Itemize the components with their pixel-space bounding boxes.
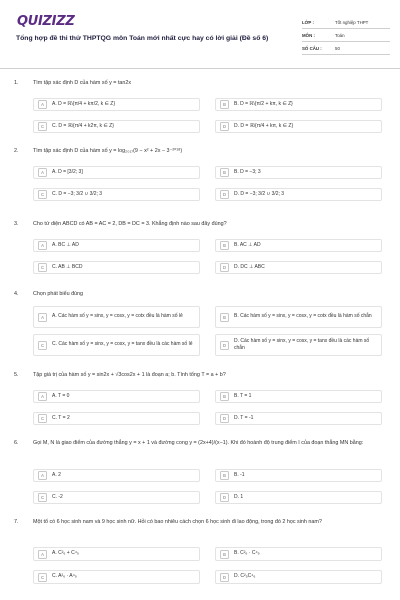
option-text: B. -1 (234, 471, 245, 478)
option-text: D. 1 (234, 493, 244, 500)
option-text: A. D = ℝ\{π/4 + kπ/2, k ∈ Z} (52, 100, 116, 107)
option-d[interactable] (215, 412, 382, 425)
option-c[interactable] (33, 261, 200, 274)
option-d[interactable] (215, 261, 382, 274)
header-divider (0, 68, 400, 69)
option-letter: C (38, 190, 47, 199)
option-a[interactable] (33, 469, 200, 482)
option-letter: D (220, 493, 229, 502)
option-c[interactable] (33, 188, 200, 201)
option-text: B. D = ℝ\{π/2 + kπ, k ∈ Z} (234, 100, 293, 107)
option-text: D. C²₉C⁴₆ (234, 573, 256, 580)
option-c[interactable] (33, 334, 200, 356)
option-a[interactable] (33, 547, 200, 561)
option-letter: D (220, 122, 229, 131)
option-text: D. DC ⊥ ABC (234, 263, 265, 270)
option-b[interactable] (215, 547, 382, 561)
meta-value: 50 (335, 45, 340, 51)
option-text: A. Các hàm số y = sinx, y = cosx, y = cotx đều là hàm số lẻ (52, 313, 183, 320)
option-letter: C (38, 573, 47, 582)
meta-value: Toán (335, 32, 345, 38)
option-b[interactable] (215, 390, 382, 403)
option-letter: C (38, 122, 47, 131)
option-text: B. Các hàm số y = sinx, y = cosx, y = cotx đều là hàm số chẵn (234, 313, 372, 320)
option-b[interactable] (215, 166, 382, 179)
question-number: 6. (14, 440, 19, 446)
option-text: D. D = ℝ\{π/4 + kπ, k ∈ Z} (234, 122, 294, 129)
question-number: 2. (14, 148, 19, 154)
option-a[interactable] (33, 98, 200, 111)
meta-label: LỚP : (302, 19, 314, 25)
option-text: C. A²₆ · A⁴₉ (52, 573, 77, 580)
option-letter: A (38, 392, 47, 401)
meta-row-count (302, 42, 390, 55)
option-d[interactable] (215, 334, 382, 356)
option-c[interactable] (33, 570, 200, 584)
option-b[interactable] (215, 306, 382, 328)
option-text: C. -2 (52, 493, 63, 500)
option-letter: D (220, 573, 229, 582)
option-a[interactable] (33, 306, 200, 328)
question-text: Cho tứ diện ABCD có AB = AC = 2, DB = DC = 3. Khẳng định nào sau đây đúng? (33, 221, 227, 227)
question-number: 1. (14, 80, 19, 86)
option-letter: D (220, 341, 229, 350)
option-letter: A (38, 168, 47, 177)
option-letter: A (38, 313, 47, 322)
option-letter: D (220, 190, 229, 199)
option-text: D. T = -1 (234, 414, 254, 421)
question-text: Tập giá trị của hàm số y = sin2x + √3cos2x + 1 là đoạn a; b. Tính tổng T = a + b? (33, 372, 226, 378)
meta-label: MÔN : (302, 32, 315, 38)
meta-table (302, 16, 390, 55)
option-c[interactable] (33, 412, 200, 425)
option-text: C. AB ⊥ BCD (52, 263, 83, 270)
option-letter: B (220, 550, 229, 559)
option-text: A. 2 (52, 471, 61, 478)
option-text: A. D = [3/2; 3] (52, 168, 83, 175)
option-letter: B (220, 392, 229, 401)
option-text: B. T = 1 (234, 392, 252, 399)
question-number: 4. (14, 291, 19, 297)
option-letter: B (220, 168, 229, 177)
option-c[interactable] (33, 491, 200, 504)
option-d[interactable] (215, 188, 382, 201)
question-text: Chọn phát biểu đúng (33, 291, 84, 297)
option-c[interactable] (33, 120, 200, 133)
document-header (10, 14, 390, 60)
option-text: B. D = −3; 3 (234, 168, 261, 175)
meta-value: Tốt nghiệp THPT (335, 19, 369, 25)
option-text: C. D = ℝ\{π/4 + k2π, k ∈ Z} (52, 122, 114, 129)
option-text: D. Các hàm số y = sinx, y = cosx, y = tanx đều là các hàm số chẵn (234, 337, 370, 351)
quizizz-logo: QUIZIZZ (17, 14, 75, 29)
question-number: 5. (14, 372, 19, 378)
option-letter: C (38, 341, 47, 350)
option-d[interactable] (215, 120, 382, 133)
meta-row-class (302, 16, 390, 29)
question-text: Một tổ có 6 học sinh nam và 9 học sinh nữ. Hỏi có bao nhiêu cách chọn 6 học sinh đi lao động, trong đó 2 học sinh nam? (33, 519, 322, 525)
option-text: C. T = 2 (52, 414, 70, 421)
option-d[interactable] (215, 491, 382, 504)
question-text: Tìm tập xác định D của hàm số y = log₂₀₁₇(9 − x² + 2x − 3⁻²⁰¹⁸) (33, 148, 183, 154)
option-text: D. D = −3; 3/2 ∪ 3/2; 3 (234, 190, 285, 197)
question-text: Tìm tập xác định D của hàm số y = tan2x (33, 80, 132, 86)
option-text: A. T = 0 (52, 392, 70, 399)
option-letter: C (38, 414, 47, 423)
meta-row-subject (302, 29, 390, 42)
option-text: C. Các hàm số y = sinx, y = cosx, y = tanx đều là các hàm số lẻ (52, 341, 193, 348)
option-a[interactable] (33, 166, 200, 179)
option-text: C. D = −3; 3/2 ∪ 3/2; 3 (52, 190, 103, 197)
option-b[interactable] (215, 469, 382, 482)
option-letter: A (38, 471, 47, 480)
option-letter: B (220, 471, 229, 480)
option-a[interactable] (33, 390, 200, 403)
option-letter: D (220, 414, 229, 423)
option-letter: B (220, 313, 229, 322)
option-d[interactable] (215, 570, 382, 584)
option-text: A. BC ⊥ AD (52, 241, 79, 248)
option-text: B. C²₆ · C⁴₉ (234, 550, 260, 557)
option-letter: B (220, 100, 229, 109)
document-title: Tổng hợp đề thi thử THPTQG môn Toán mới nhất cực hay có lời giải (Đề số 6) (16, 35, 269, 42)
question-number: 3. (14, 221, 19, 227)
option-letter: C (38, 493, 47, 502)
option-b[interactable] (215, 239, 382, 252)
option-letter: B (220, 241, 229, 250)
option-letter: A (38, 241, 47, 250)
meta-label: SỐ CÂU : (302, 45, 322, 51)
option-text: A. C²₆ + C⁴₉ (52, 550, 79, 557)
question-text: Gọi M, N là giao điểm của đường thẳng y = x + 1 và đường cong y = (2x+4)/(x−1). Khi đó hoành độ trung điểm I của đoạn thẳng MN bằng: (33, 440, 364, 446)
option-text: B. AC ⊥ AD (234, 241, 261, 248)
question-number: 7. (14, 519, 19, 525)
option-a[interactable] (33, 239, 200, 252)
option-letter: A (38, 550, 47, 559)
option-letter: C (38, 263, 47, 272)
option-letter: A (38, 100, 47, 109)
option-letter: D (220, 263, 229, 272)
option-b[interactable] (215, 98, 382, 111)
